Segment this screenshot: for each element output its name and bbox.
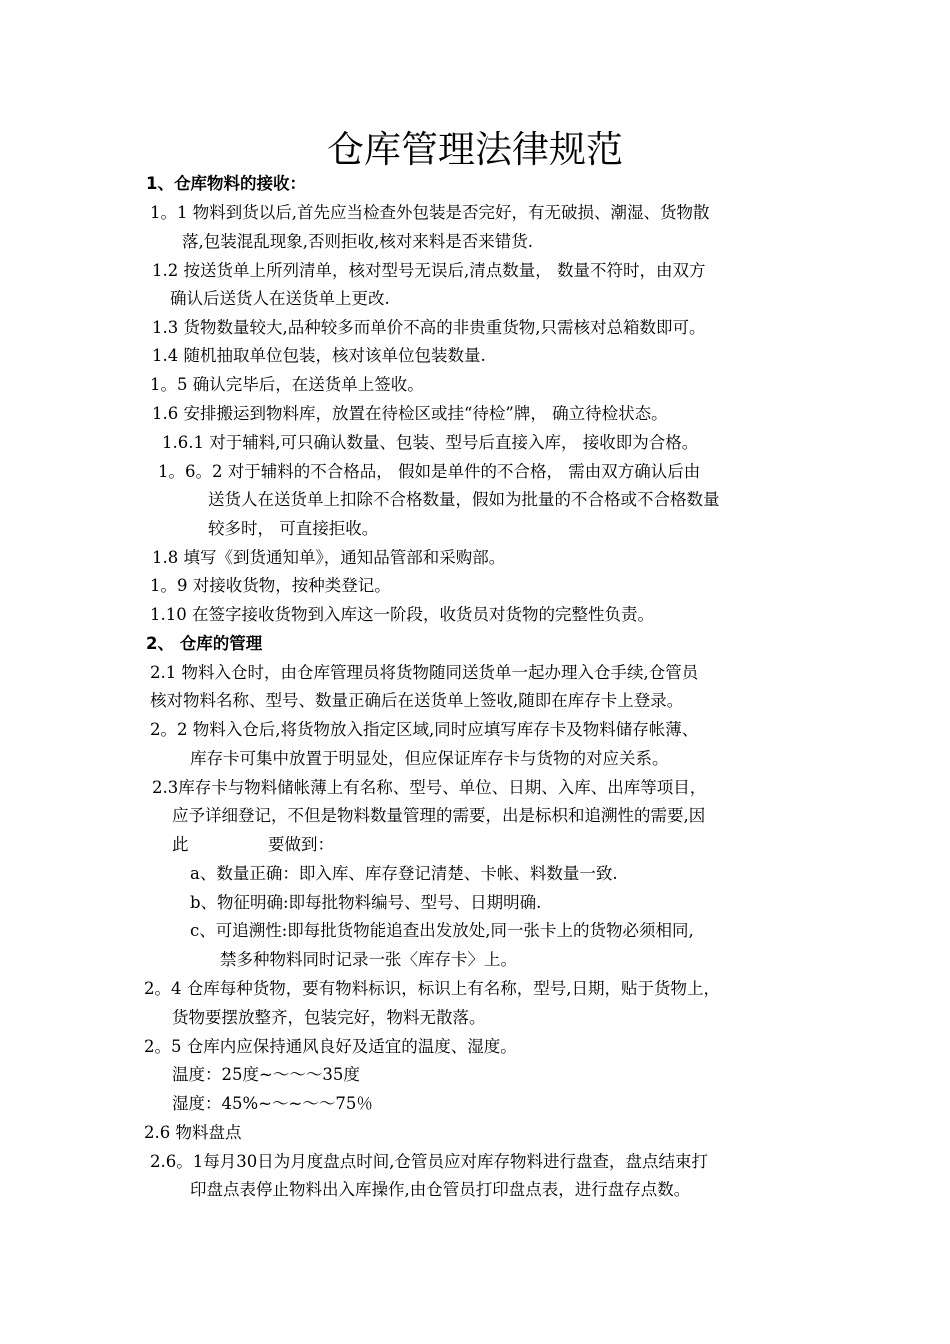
list-item: b、物征明确:即每批物料编号、型号、日期明确. (190, 893, 542, 912)
paragraph-line: 1.2 按送货单上所列清单，核对型号无误后,清点数量， 数量不符时，由双方 (152, 261, 706, 280)
paragraph-line: 送货人在送货单上扣除不合格数量，假如为批量的不合格或不合格数量 (208, 490, 720, 509)
paragraph-line: 印盘点表停止物料出入库操作,由仓管员打印盘点表，进行盘存点数。 (190, 1180, 691, 1199)
paragraph-line: 1.3 货物数量较大,品种较多而单价不高的非贵重货物,只需核对总箱数即可。 (152, 318, 706, 337)
paragraph-line: 2。5 仓库内应保持通风良好及适宜的温度、湿度。 (144, 1037, 517, 1056)
paragraph-line: 湿度：45%~～~～～75％ (172, 1094, 373, 1113)
paragraph-line: 落,包装混乱现象,否则拒收,核对来料是否来错货. (182, 232, 533, 251)
paragraph-line: 1。9 对接收货物，按种类登记。 (150, 576, 391, 595)
paragraph-line: 1。1 物料到货以后,首先应当检查外包装是否完好，有无破损、潮湿、货物散 (150, 203, 710, 222)
paragraph-line: 此 (172, 835, 189, 854)
section-heading-2: 2、 仓库的管理 (146, 634, 263, 653)
list-item: a、数量正确：即入库、库存登记清楚、卡帐、料数量一致. (190, 864, 618, 883)
paragraph-line: 较多时， 可直接拒收。 (208, 519, 379, 538)
paragraph-line: 要做到： (268, 835, 334, 854)
paragraph-line: 库存卡可集中放置于明显处，但应保证库存卡与货物的对应关系。 (190, 749, 669, 768)
paragraph-line: 核对物料名称、型号、数量正确后在送货单上签收,随即在库存卡上登录。 (150, 691, 684, 710)
section-heading-1: 1、仓库物料的接收： (146, 174, 306, 193)
paragraph-line: 1.6 安排搬运到物料库，放置在待检区或挂“待检”牌， 确立待检状态。 (152, 404, 668, 423)
page-title: 仓库管理法律规范 (327, 128, 623, 171)
paragraph-line: 货物要摆放整齐，包装完好，物料无散落。 (172, 1008, 486, 1027)
paragraph-line: 2。4 仓库每种货物，要有物料标识，标识上有名称，型号,日期，贴于货物上， (144, 979, 720, 998)
list-item: 禁多种物料同时记录一张〈库存卡〉上。 (220, 950, 517, 969)
paragraph-line: 1.8 填写《到货通知单》，通知品管部和采购部。 (152, 548, 506, 567)
paragraph-line: 2.6。1每月30日为月度盘点时间,仓管员应对库存物料进行盘查，盘点结束打 (150, 1152, 708, 1171)
paragraph-line: 1.10 在签字接收货物到入库这一阶段，收货员对货物的完整性负责。 (150, 605, 654, 624)
paragraph-line: 1。6。2 对于辅料的不合格品， 假如是单件的不合格， 需由双方确认后由 (158, 462, 701, 481)
paragraph-line: 确认后送货人在送货单上更改. (170, 289, 390, 308)
paragraph-line: 2.3库存卡与物料储帐薄上有名称、型号、单位、日期、入库、出库等项目， (152, 778, 707, 797)
paragraph-line: 应予详细登记，不但是物料数量管理的需要，出是标枳和追溯性的需要,因 (172, 806, 706, 825)
list-item: c、可追溯性:即每批货物能追查出发放处,同一张卡上的货物必须相同, (190, 921, 694, 940)
paragraph-line: 2.1 物料入仓时，由仓库管理员将货物随同送货单一起办理入仓手续,仓管员 (150, 663, 699, 682)
paragraph-line: 1.4 随机抽取单位包装，核对该单位包装数量. (152, 346, 486, 365)
paragraph-line: 1.6.1 对于辅料,可只确认数量、包装、型号后直接入库， 接收即为合格。 (162, 433, 699, 452)
paragraph-line: 2.6 物料盘点 (144, 1123, 242, 1142)
paragraph-line: 1。5 确认完毕后，在送货单上签收。 (150, 375, 424, 394)
paragraph-line: 2。2 物料入仓后,将货物放入指定区域,同时应填写库存卡及物料储存帐薄、 (150, 720, 699, 739)
paragraph-line: 温度：25度~～～～35度 (172, 1065, 360, 1084)
